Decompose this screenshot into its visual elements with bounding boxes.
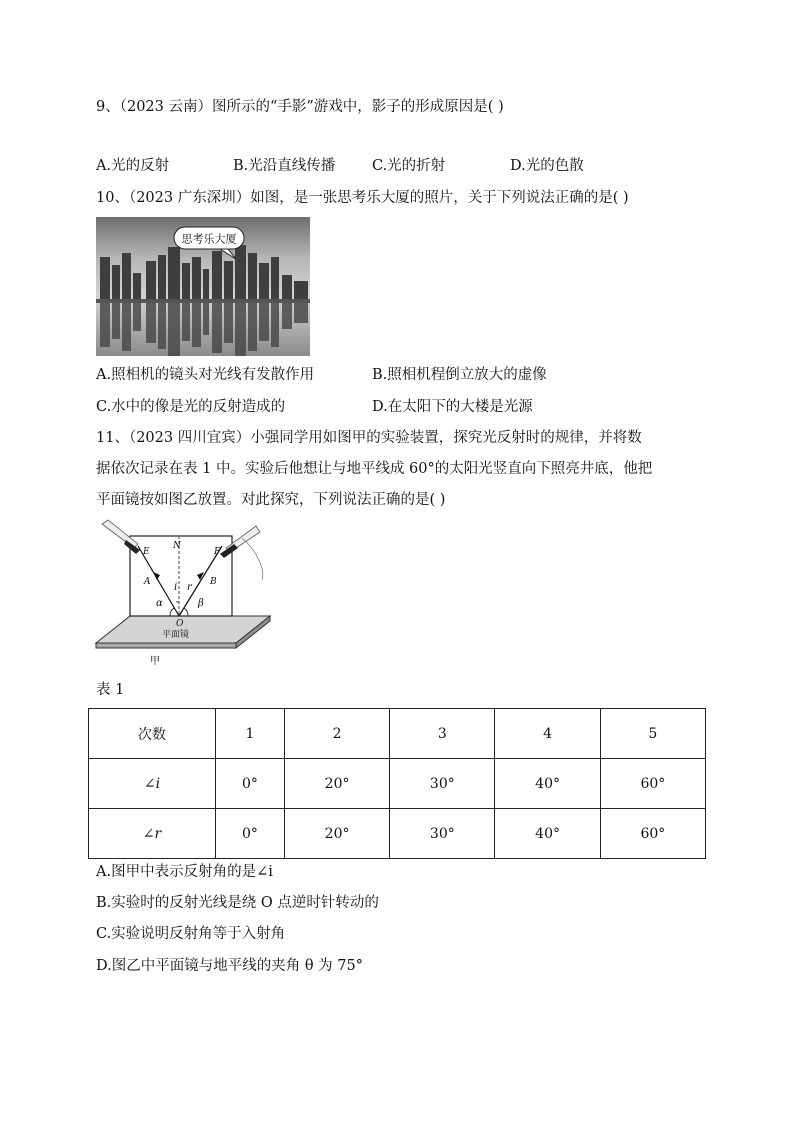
q10-option-b: B.照相机程倒立放大的虚像 [372, 367, 547, 383]
q9-option-a: A.光的反射 [96, 158, 170, 174]
table-header-cell: 2 [284, 709, 389, 759]
q9-stem: 9、（2023 云南）图所示的“手影”游戏中，影子的形成原因是( ) [96, 99, 504, 115]
table-cell: 0° [216, 809, 285, 859]
label-o: O [176, 619, 184, 629]
q11-option-b: B.实验时的反射光线是绕 O 点逆时针转动的 [96, 895, 379, 911]
table-cell: 20° [284, 809, 389, 859]
table-cell: 0° [216, 759, 285, 809]
table-header-cell: 5 [600, 709, 705, 759]
table-row-label: ∠r [89, 809, 216, 859]
q9-option-d: D.光的色散 [510, 158, 584, 174]
label-b: B [210, 577, 217, 587]
data-table [88, 708, 706, 859]
label-r: r [187, 582, 192, 593]
table-cell: 30° [390, 809, 495, 859]
table-row [89, 759, 706, 809]
q11-stem-line-3: 平面镜按如图乙放置。对此探究，下列说法正确的是( ) [96, 492, 446, 508]
table-cell: 40° [495, 809, 600, 859]
q11-option-a: A.图甲中表示反射角的是∠i [96, 864, 273, 880]
reflection-apparatus-figure [94, 518, 274, 670]
label-e: E [143, 547, 150, 557]
table-cell: 20° [284, 759, 389, 809]
building-photo [96, 217, 310, 356]
q9-option-b: B.光沿直线传播 [233, 158, 336, 174]
table-cell: 40° [495, 759, 600, 809]
label-n: N [173, 541, 181, 551]
table-row-label: ∠i [89, 759, 216, 809]
q11-stem-line-2: 据依次记录在表 1 中。实验后他想让与地平线成 60°的太阳光竖直向下照亮井底，他把 [96, 461, 653, 477]
q11-option-d: D.图乙中平面镜与地平线的夹角 θ 为 75° [96, 958, 363, 974]
table-header-cell: 1 [216, 709, 285, 759]
q10-option-a: A.照相机的镜头对光线有发散作用 [96, 367, 315, 383]
label-mirror: 平面镜 [162, 630, 190, 640]
table-header-cell: 次数 [89, 709, 216, 759]
table-cell: 60° [600, 809, 705, 859]
table-header-cell: 3 [390, 709, 495, 759]
q10-option-c: C.水中的像是光的反射造成的 [96, 399, 286, 415]
table-row [89, 809, 706, 859]
q10-stem: 10、（2023 广东深圳）如图，是一张思考乐大厦的照片，关于下列说法正确的是( ) [96, 190, 629, 206]
label-alpha: α [156, 598, 163, 609]
table-cell: 60° [600, 759, 705, 809]
q11-stem-line-1: 11、（2023 四川宜宾）小强同学用如图甲的实验装置，探究光反射时的规律，并将数 [96, 430, 642, 446]
q11-option-c: C.实验说明反射角等于入射角 [96, 926, 286, 942]
table-header-row [89, 709, 706, 759]
label-a: A [144, 577, 151, 587]
q9-option-c: C.光的折射 [372, 158, 446, 174]
table-header-cell: 4 [495, 709, 600, 759]
figure-caption: 甲 [150, 656, 160, 667]
label-f: F [214, 547, 221, 557]
q10-option-d: D.在太阳下的大楼是光源 [372, 399, 533, 415]
photo-callout-label: 思考乐大厦 [181, 232, 237, 246]
table-title: 表 1 [96, 682, 125, 698]
label-beta: β [198, 598, 204, 609]
label-i: i [174, 582, 178, 593]
table-cell: 30° [390, 759, 495, 809]
